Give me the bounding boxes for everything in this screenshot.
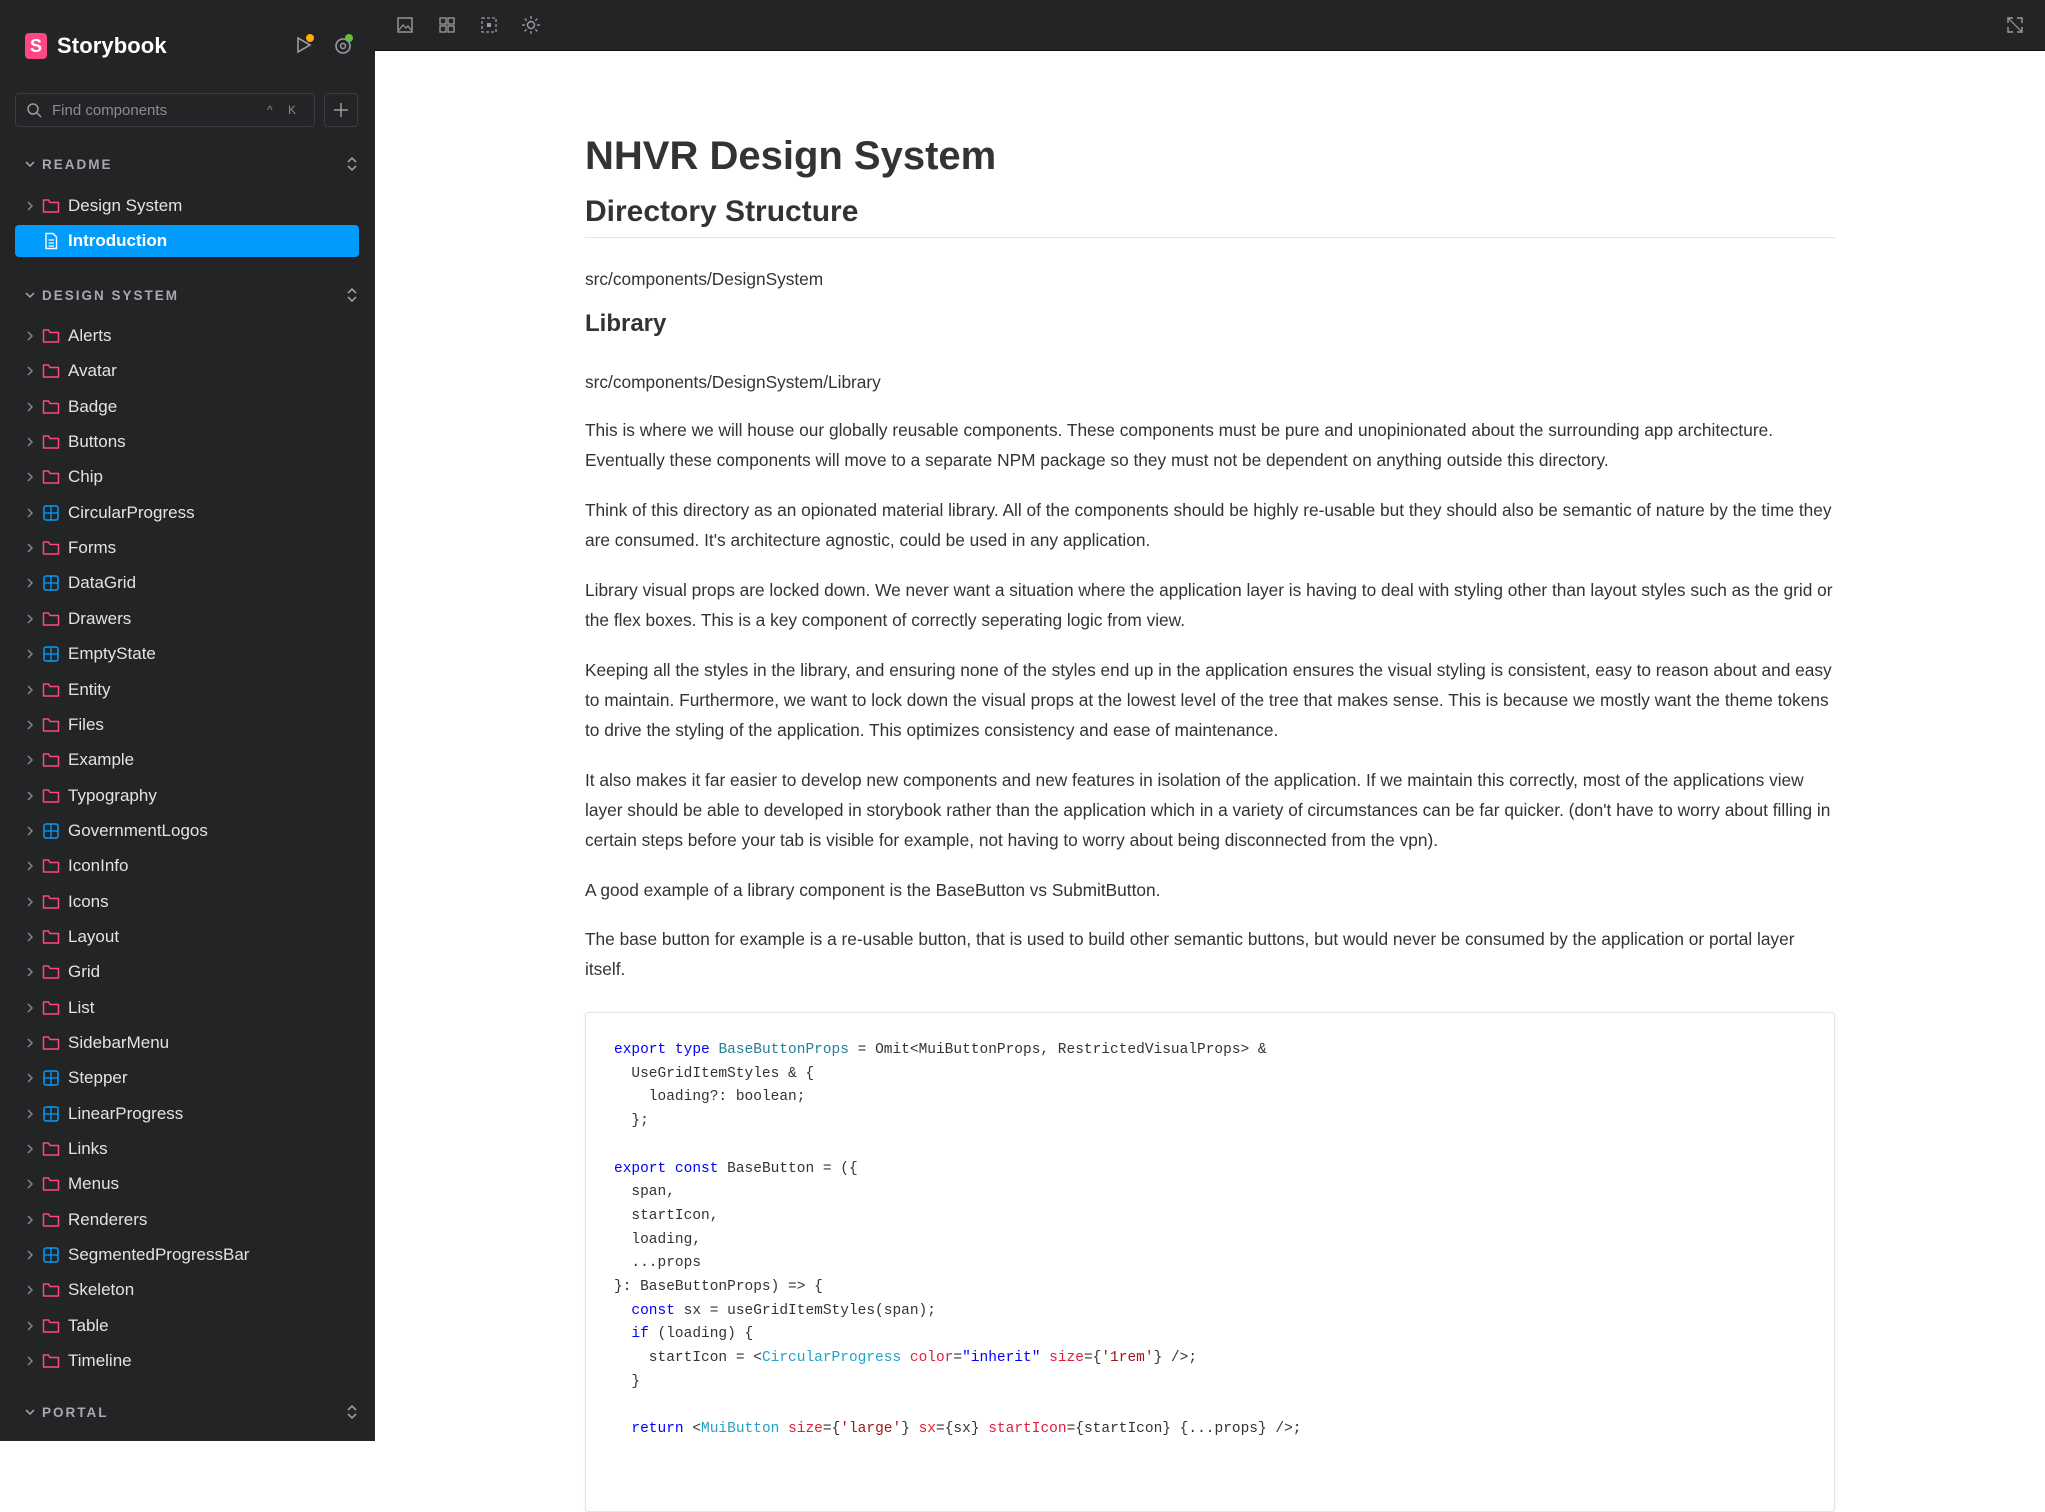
sidebar-item-label: CircularProgress [68,502,195,522]
code-token: } [614,1373,641,1390]
chevron-right-icon [25,507,35,519]
sidebar-item-avatar[interactable] [15,355,359,387]
path-text: src/components/DesignSystem [585,269,824,289]
code-token: 'large' [840,1421,902,1438]
chevron-right-icon [25,542,35,554]
section-portal[interactable] [24,1401,359,1423]
code-content [586,1013,1834,1468]
sidebar-item-timeline[interactable] [15,1345,359,1377]
component-icon [42,1105,60,1123]
code-token [1040,1350,1049,1366]
sidebar-item-label: Example [68,750,135,770]
sidebar-item-buttons[interactable] [15,426,359,458]
code-token: '1rem' [1101,1350,1154,1367]
code-token: ={sx} [936,1421,989,1438]
component-icon [42,574,60,592]
sidebar-item-label: Badge [68,396,118,416]
sidebar-item-forms[interactable] [15,532,359,564]
sidebar-item-emptystate[interactable] [15,638,359,670]
chevron-right-icon [25,1214,35,1226]
sidebar-item-segmentedprogressbar[interactable] [15,1239,359,1271]
sidebar-item-badge[interactable] [15,391,359,423]
component-icon [42,645,60,663]
page-title: NHVR Design System [585,134,997,178]
code-token [901,1350,910,1366]
code-token: startIcon [988,1421,1067,1438]
sidebar-item-skeleton[interactable] [15,1274,359,1306]
section-heading-directory-structure: Directory Structure [585,195,859,228]
sidebar-item-links[interactable] [15,1133,359,1165]
code-token: const [674,1160,719,1177]
sidebar-item-label: Alerts [68,326,112,345]
code-token: loading?: boolean; [614,1089,806,1106]
sidebar-item-drawers[interactable] [15,603,359,635]
folder-icon [42,197,60,215]
search-icon [26,102,42,118]
chevron-right-icon [25,401,35,413]
code-token: }; [614,1113,649,1130]
folder-icon [42,398,60,416]
code-token: size [788,1421,823,1438]
sidebar-item-label: Skeleton [68,1280,135,1300]
sidebar-item-label: Buttons [68,432,126,452]
section-readme-label: README [42,156,113,172]
chevron-down-icon [24,1406,36,1418]
code-token: ...props [614,1255,702,1272]
folder-icon [42,327,60,345]
sidebar-item-label: Forms [68,538,117,558]
sidebar-item-label: Grid [68,962,101,982]
chevron-right-icon [25,1143,35,1155]
section-design-system[interactable] [24,284,359,306]
paragraph: This is where we will house our globally reusable components. These components must be pure and unopinionated about the surrounding app architecture. Eventually these components will move to a separate NPM package so they must not be dependent on anything outside this directory. [585,420,1774,470]
outline-icon[interactable] [479,15,499,35]
code-token: if [631,1326,649,1343]
chevron-right-icon [25,1037,35,1049]
code-token: return [631,1421,684,1438]
folder-icon [42,1211,60,1229]
app-name: Storybook [57,33,167,58]
code-token: "inherit" [962,1350,1041,1367]
folder-icon [42,468,60,486]
sidebar-item-alerts[interactable] [15,320,359,352]
sidebar-item-label: Typography [68,785,157,805]
sidebar-item-entity[interactable] [15,674,359,706]
component-icon [42,1069,60,1087]
chevron-right-icon [25,1178,35,1190]
expand-collapse-icon[interactable] [345,285,359,305]
sidebar-item-label: Introduction [68,231,168,250]
code-token [614,1326,631,1342]
search-shortcut: ^ K [267,103,302,117]
section-portal-label: PORTAL [42,1404,109,1420]
code-token: MuiButton [701,1421,780,1438]
code-token: }: BaseButtonProps) => { [614,1279,823,1296]
sidebar-item-stepper[interactable] [15,1062,359,1094]
whats-new-icon[interactable] [293,34,315,56]
sidebar-item-label: EmptyState [68,644,156,664]
folder-icon [42,716,60,734]
sidebar-item-icons[interactable] [15,886,359,918]
code-token: export [614,1042,667,1058]
sidebar-item-label: GovernmentLogos [68,820,208,840]
code-token: = Omit<MuiButtonProps, RestrictedVisualProps> & [848,1042,1267,1058]
component-icon [42,504,60,522]
component-icon [42,1246,60,1264]
heading-divider [585,237,1835,238]
code-token: = [953,1350,963,1367]
sidebar-item-circularprogress[interactable] [15,497,359,529]
code-token [614,1303,631,1319]
create-story-button[interactable] [324,93,358,127]
storybook-logo-icon: S [25,33,47,59]
grid-icon[interactable] [437,15,457,35]
sidebar-item-label: Links [68,1139,108,1159]
chevron-right-icon [25,931,35,943]
code-token: } />; [1153,1350,1198,1367]
code-token: ={ [822,1421,841,1438]
sidebar-item-chip[interactable] [15,461,359,493]
chevron-right-icon [25,613,35,625]
code-token: startIcon = < [614,1350,762,1367]
sidebar-item-renderers[interactable] [15,1204,359,1236]
chevron-right-icon [25,330,35,342]
paragraph: Think of this directory as an opionated material library. All of the components should be highly re-usable but they should also be semantic of nature by the time they are consumed. It's architecture agnostic, could be used in any application. [585,500,1832,550]
sidebar-item-label: Entity [68,679,111,699]
folder-icon [42,963,60,981]
toolbar [375,0,2045,51]
sidebar-item-example[interactable] [15,744,359,776]
sidebar-item-layout[interactable] [15,921,359,953]
storybook-brand[interactable] [25,33,167,59]
folder-icon [42,681,60,699]
chevron-right-icon [25,1108,35,1120]
code-token: ={startIcon} {...props} />; [1066,1421,1302,1438]
sidebar-item-label: SegmentedProgressBar [68,1245,250,1265]
code-block [585,1012,1835,1512]
section-readme[interactable] [24,153,359,175]
code-token: sx = useGridItemStyles(span); [674,1302,936,1319]
sidebar-item-menus[interactable] [15,1168,359,1200]
chevron-right-icon [25,1002,35,1014]
chevron-down-icon [24,158,36,170]
chevron-right-icon [25,1072,35,1084]
sun-icon[interactable] [521,15,541,35]
chevron-right-icon [25,896,35,908]
paragraph: The base button for example is a re-usable button, that is used to build other semantic buttons, but would never be consumed by the application or portal layer itself. [585,929,1795,979]
code-token: BaseButtonProps [718,1042,849,1058]
sidebar-item-label: Icons [68,891,109,911]
sidebar-item-label: Table [68,1315,109,1335]
sidebar-item-linearprogress[interactable] [15,1098,359,1130]
code-token: ={ [1083,1350,1102,1367]
code-token: span, [614,1184,675,1201]
chevron-right-icon [25,1320,35,1332]
folder-icon [42,539,60,557]
folder-icon [42,893,60,911]
chevron-right-icon [25,790,35,802]
section-heading-library: Library [585,310,667,337]
sidebar-item-typography[interactable] [15,780,359,812]
sidebar-item-grid[interactable] [15,956,359,988]
folder-icon [42,1281,60,1299]
chevron-right-icon [25,1249,35,1261]
folder-icon [42,751,60,769]
code-token: color [909,1350,954,1367]
folder-icon [42,433,60,451]
folder-icon [42,362,60,380]
chevron-right-icon [25,577,35,589]
chevron-right-icon [25,825,35,837]
sidebar [0,0,375,1441]
sidebar-item-label: Design System [68,196,183,215]
component-icon [42,822,60,840]
code-token: BaseButton = ({ [718,1160,858,1177]
code-token: CircularProgress [761,1350,902,1367]
folder-icon [42,1140,60,1158]
code-token: startIcon, [614,1207,719,1224]
image-icon[interactable] [395,15,415,35]
chevron-right-icon [25,684,35,696]
code-token: const [631,1302,675,1319]
sidebar-item-iconinfo[interactable] [15,850,359,882]
paragraph: It also makes it far easier to develop new components and new features in isolation of the application. If we maintain this correctly, most of the applications view layer should be able to developed in storybook rather than the application which in a variety of circumstances can be far quicker. (don't have to worry about filling in certain steps before your tab is visible for example, not having to worry about being disconnected from the vpn). [585,770,1831,850]
sidebar-item-files[interactable] [15,709,359,741]
folder-icon [42,857,60,875]
code-token: type [674,1042,710,1058]
chevron-right-icon [25,860,35,872]
folder-icon [42,787,60,805]
expand-collapse-icon[interactable] [345,1402,359,1422]
sidebar-item-label: Chip [68,467,103,487]
paragraph: Keeping all the styles in the library, and ensuring none of the styles end up in the application ensures the visual styling is consistent, easy to reason about and easy to maintain. Furthermore, we want to lock down the visual props at the lowest level of the tree that makes sense. This is because we mostly want the theme tokens to drive the styling of the application. This optimizes consistency and ease of maintenance. [585,660,1832,740]
sidebar-item-label: Menus [68,1174,120,1194]
sidebar-item-label: Renderers [68,1209,148,1229]
sidebar-item-label: Stepper [68,1068,128,1088]
folder-icon [42,1034,60,1052]
sidebar-item-label: Layout [68,926,120,946]
code-token: UseGridItemStyles & { [614,1065,815,1082]
chevron-right-icon [25,966,35,978]
chevron-right-icon [25,754,35,766]
sidebar-item-datagrid[interactable] [15,567,359,599]
code-token: (loading) { [648,1326,754,1343]
sidebar-item-introduction[interactable] [15,225,359,257]
sidebar-item-label: LinearProgress [68,1103,184,1123]
paragraph: Library visual props are locked down. We never want a situation where the application layer is having to deal with styling other than layout styles such as the grid or the flex boxes. This is a key component of correctly seperating logic from view. [585,580,1833,630]
folder-icon [42,1352,60,1370]
sidebar-item-label: SidebarMenu [68,1033,170,1052]
sidebar-item-label: Files [68,714,104,734]
chevron-right-icon [25,1355,35,1367]
sidebar-item-label: DataGrid [68,573,137,593]
code-token [614,1421,631,1437]
code-token [779,1421,788,1437]
folder-icon [42,928,60,946]
code-token [666,1161,675,1177]
search-input[interactable] [50,101,254,120]
code-token: < [683,1421,702,1438]
code-token: sx [918,1421,937,1438]
chevron-right-icon [25,648,35,660]
chevron-right-icon [25,200,35,212]
document-icon [42,232,60,250]
code-token [666,1042,675,1058]
plus-icon [333,102,349,118]
sidebar-item-table[interactable] [15,1310,359,1342]
sidebar-item-label: List [68,997,95,1017]
code-token: size [1049,1350,1084,1367]
chevron-right-icon [25,1284,35,1296]
fullscreen-icon[interactable] [2005,15,2025,35]
folder-icon [42,1175,60,1193]
section-design-system-label: DESIGN SYSTEM [42,287,180,303]
code-token: export [614,1160,667,1177]
sidebar-item-design-system[interactable] [15,190,359,222]
sidebar-item-sidebarmenu[interactable] [15,1027,359,1059]
chevron-right-icon [25,719,35,731]
sidebar-item-label: Timeline [68,1351,132,1371]
code-token: loading, [614,1231,702,1248]
paragraph: A good example of a library component is the BaseButton vs SubmitButton. [585,880,1161,900]
chevron-right-icon [25,365,35,377]
folder-icon [42,610,60,628]
chevron-right-icon [25,471,35,483]
search-box[interactable] [15,93,315,127]
code-token: } [901,1421,919,1438]
path-text: src/components/DesignSystem/Library [585,372,881,392]
sidebar-item-governmentlogos[interactable] [15,815,359,847]
expand-collapse-icon[interactable] [345,154,359,174]
sidebar-item-label: Drawers [68,608,132,628]
sidebar-item-list[interactable] [15,992,359,1024]
folder-icon [42,999,60,1017]
sidebar-item-label: IconInfo [68,856,129,876]
chevron-right-icon [25,436,35,448]
folder-icon [42,1317,60,1335]
settings-icon[interactable] [332,34,354,56]
sidebar-item-label: Avatar [68,361,117,381]
chevron-down-icon [24,289,36,301]
